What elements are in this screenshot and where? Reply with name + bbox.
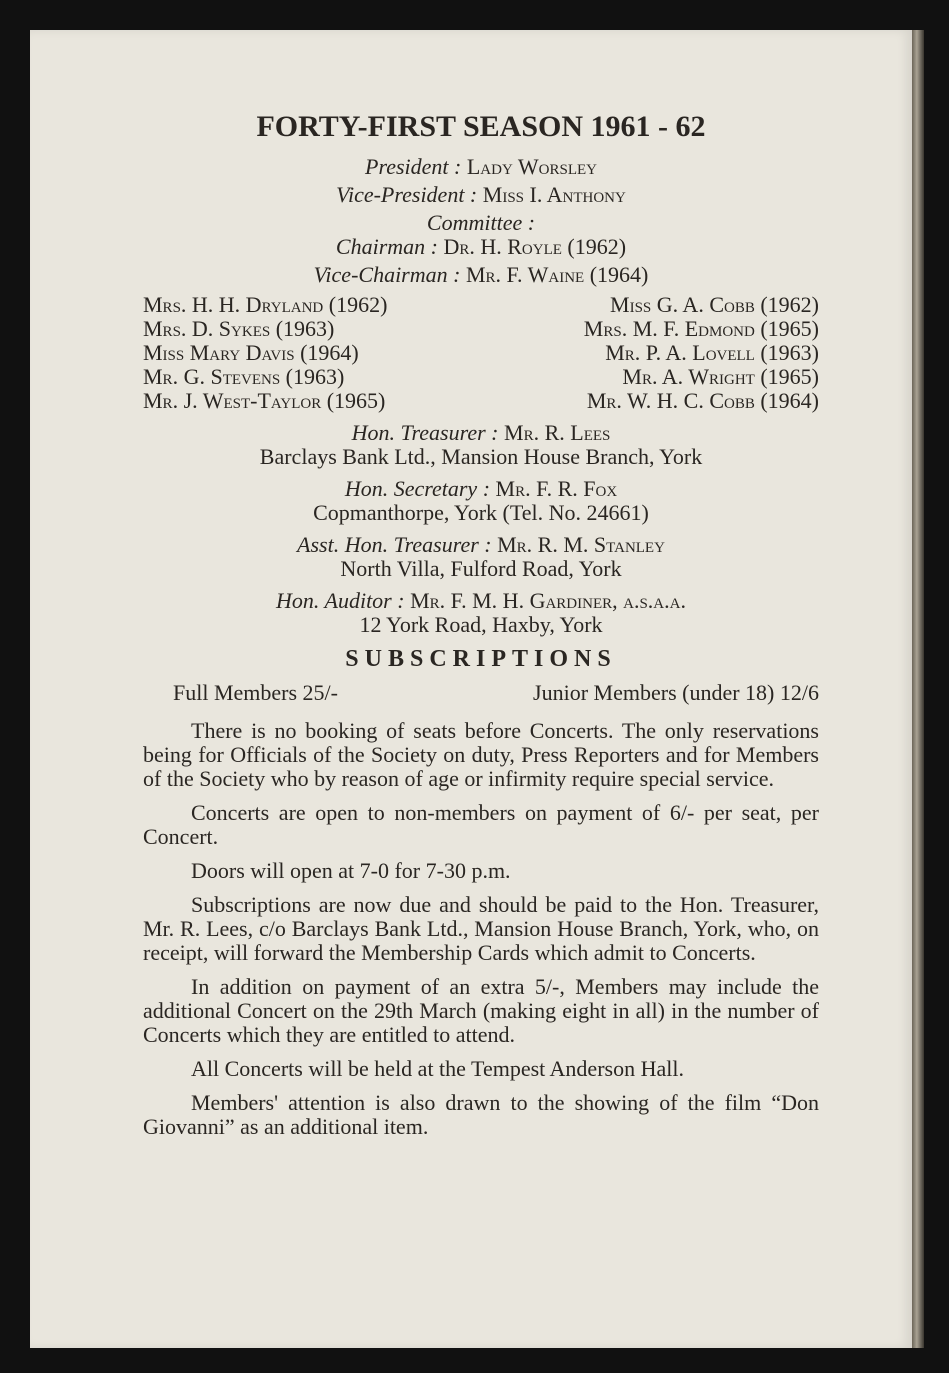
president-label: President : <box>365 154 462 179</box>
auditor-label: Hon. Auditor : <box>276 588 405 613</box>
treasurer-address: Barclays Bank Ltd., Mansion House Branch, York <box>259 444 703 469</box>
booking-paragraph: There is no booking of seats before Concerts. The only reservations being for Officials of the Society on duty, Press Reporters and for Members of the Society who by reason of age or infirmity require special service. <box>143 718 819 791</box>
vice-chairman-name: Mr. F. Waine (1964) <box>465 262 649 287</box>
secretary-address: Copmanthorpe, York (Tel. No. 24661) <box>313 500 649 525</box>
member-name: Mrs. M. F. Edmond (1965) <box>583 316 819 341</box>
member-name: Mrs. H. H. Dryland (1962) <box>143 292 388 317</box>
additional-concert-paragraph: In addition on payment of an extra 5/-, Members may include the additional Concert on the 29th March (making eight in all) in the number of Concerts which they are entitled to attend. <box>143 974 819 1047</box>
member-name: Mr. G. Stevens (1963) <box>143 364 345 389</box>
member-name: Miss Mary Davis (1964) <box>143 340 359 365</box>
members-left-column <box>143 293 387 413</box>
document-body <box>143 103 819 1149</box>
subscription-fees <box>143 681 819 705</box>
film-paragraph: Members' attention is also drawn to the showing of the film “Don Giovanni” as an additional item. <box>143 1090 819 1139</box>
auditor-address: 12 York Road, Haxby, York <box>359 612 603 637</box>
secretary-label: Hon. Secretary : <box>344 476 491 501</box>
subscriptions-paragraph: Subscriptions are now due and should be paid to the Hon. Treasurer, Mr. R. Lees, c/o Barclays Bank Ltd., Mansion House Branch, York, who, on receipt, will forward the Membership Cards which admit to Concerts. <box>143 892 819 965</box>
vice-president-name: Miss I. Anthony <box>482 182 626 207</box>
member-name: Mr. P. A. Lovell (1963) <box>605 340 819 365</box>
member-name: Mr. J. West-Taylor (1965) <box>143 388 386 413</box>
treasurer-name: Mr. R. Lees <box>504 420 611 445</box>
page-edge <box>912 30 924 1348</box>
venue-paragraph: All Concerts will be held at the Tempest Anderson Hall. <box>191 1056 684 1081</box>
member-name: Mrs. D. Sykes (1963) <box>143 316 335 341</box>
committee-members <box>143 293 819 413</box>
junior-members-fee: Junior Members (under 18) 12/6 <box>533 680 819 705</box>
secretary-line <box>143 477 819 501</box>
asst-treasurer-line <box>143 533 819 557</box>
member-name: Mr. A. Wright (1965) <box>622 364 819 389</box>
chairman-name: Dr. H. Royle (1962) <box>443 234 627 259</box>
auditor-line <box>143 589 819 613</box>
president-name: Lady Worsley <box>466 154 597 179</box>
vice-chairman-label: Vice-Chairman : <box>313 262 461 287</box>
president-line <box>143 155 819 179</box>
vice-chairman-line <box>143 263 819 287</box>
vice-president-label: Vice-President : <box>336 182 478 207</box>
asst-treasurer-label: Asst. Hon. Treasurer : <box>297 532 492 557</box>
members-right-column <box>584 293 819 413</box>
committee-heading <box>143 211 819 235</box>
treasurer-label: Hon. Treasurer : <box>351 420 499 445</box>
full-members-fee: Full Members 25/- <box>173 680 338 705</box>
chairman-label: Chairman : <box>335 234 438 259</box>
secretary-name: Mr. F. R. Fox <box>495 476 618 501</box>
member-name: Mr. W. H. C. Cobb (1964) <box>586 388 819 413</box>
doors-paragraph: Doors will open at 7-0 for 7-30 p.m. <box>191 858 511 883</box>
member-name: Miss G. A. Cobb (1962) <box>610 292 819 317</box>
vice-president-line <box>143 183 819 207</box>
page-title: FORTY-FIRST SEASON 1961 - 62 <box>256 110 706 143</box>
asst-treasurer-address: North Villa, Fulford Road, York <box>340 556 622 581</box>
treasurer-line <box>143 421 819 445</box>
committee-label: Committee : <box>426 210 536 235</box>
auditor-name: Mr. F. M. H. Gardiner, a.s.a.a. <box>410 588 686 613</box>
asst-treasurer-name: Mr. R. M. Stanley <box>497 532 665 557</box>
non-members-paragraph: Concerts are open to non-members on payment of 6/- per seat, per Concert. <box>143 800 819 849</box>
subscriptions-heading: SUBSCRIPTIONS <box>345 646 617 672</box>
chairman-line <box>143 235 819 259</box>
